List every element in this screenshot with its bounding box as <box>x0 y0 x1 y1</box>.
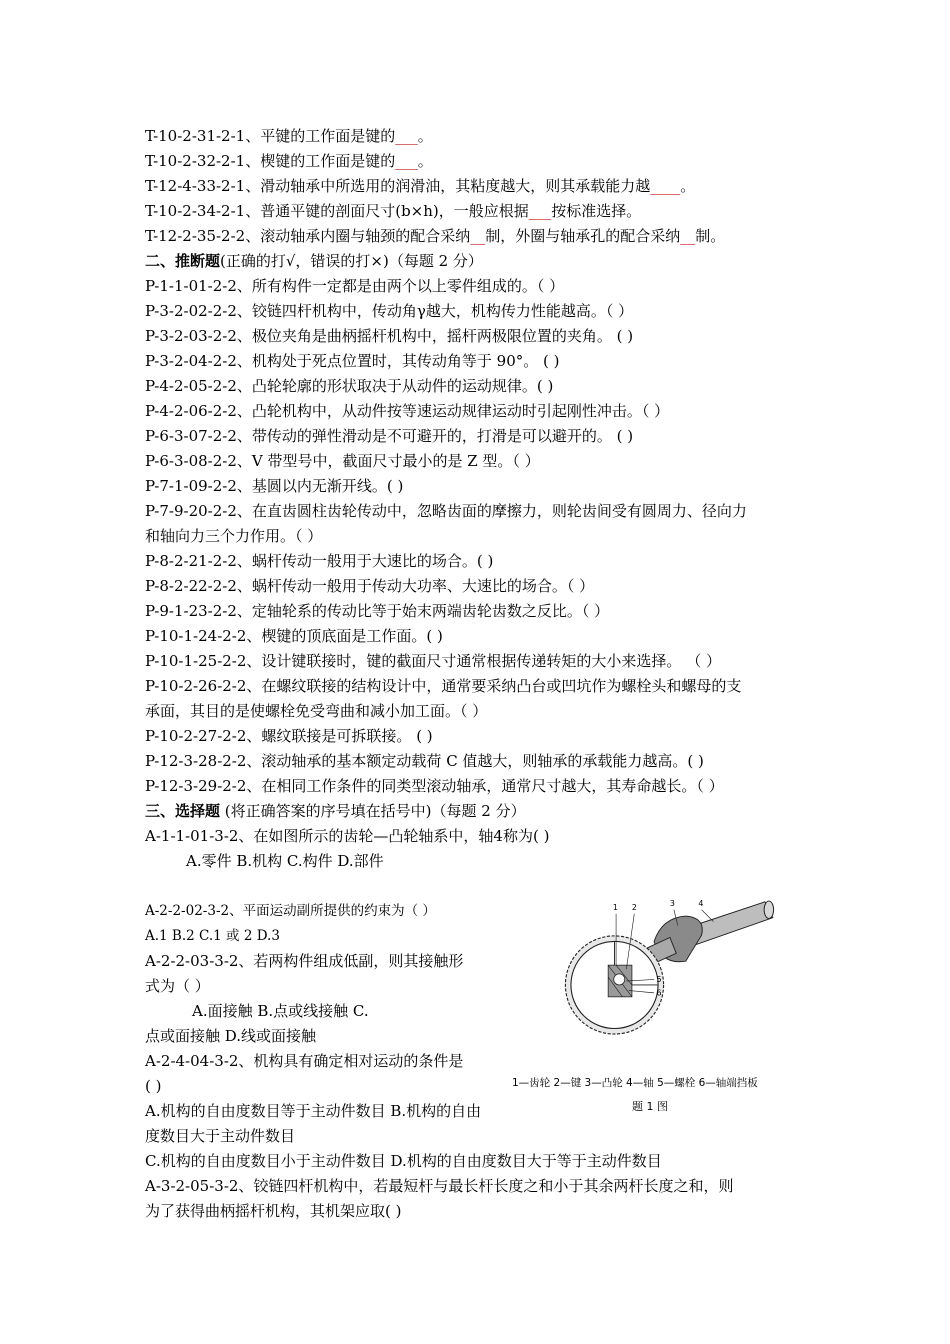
section-heading: 二、推断题(正确的打√，错误的打×)（每题 2 分） <box>145 252 483 270</box>
choice-options: C.机构的自由度数目小于主动件数目 D.机构的自由度数目大于等于主动件数目 <box>145 1152 662 1170</box>
fill-question: T-10-2-34-2-1、普通平键的剖面尺寸(b×h)，一般应根据___按标准选择。 <box>145 202 642 220</box>
section-heading: 三、选择题 (将正确答案的序号填在括号中)（每题 2 分） <box>145 802 526 820</box>
choice-question-cont: 式为（ ） <box>145 977 210 995</box>
choice-options-cont: 点或面接触 D.线或面接触 <box>145 1027 317 1045</box>
figure-label: 6 <box>656 988 662 998</box>
judge-question: P-3-2-03-2-2、极位夹角是曲柄摇杆机构中，摇杆两极限位置的夹角。 ( ) <box>145 327 634 345</box>
judge-question: P-3-2-04-2-2、机构处于死点位置时，其传动角等于 90°。 ( ) <box>145 352 560 370</box>
choice-options: A.零件 B.机构 C.构件 D.部件 <box>186 852 384 870</box>
judge-question: P-10-1-24-2-2、楔键的顶底面是工作面。( ) <box>145 627 443 645</box>
judge-question: P-9-1-23-2-2、定轴轮系的传动比等于始末两端齿轮齿数之反比。（ ） <box>145 602 610 620</box>
judge-question: P-7-9-20-2-2、在直齿圆柱齿轮传动中，忽略齿面的摩擦力，则轮齿间受有圆周力、径向力 <box>145 502 747 520</box>
fill-question: T-12-2-35-2-2、滚动轴承内圈与轴颈的配合采纳__制，外圈与轴承孔的配合采纳__制。 <box>145 227 726 245</box>
judge-question: P-3-2-02-2-2、铰链四杆机构中，传动角γ越大，机构传力性能越高。（ ） <box>145 302 634 320</box>
judge-question: P-8-2-21-2-2、蜗杆传动一般用于大速比的场合。( ) <box>145 552 494 570</box>
judge-question: P-4-2-05-2-2、凸轮轮廓的形状取决于从动件的运动规律。( ) <box>145 377 554 395</box>
choice-question: A-2-2-03-3-2、若两构件组成低副，则其接触形 <box>145 952 464 970</box>
fill-question: T-10-2-31-2-1、平键的工作面是键的___。 <box>145 127 433 145</box>
judge-question-cont: 和轴向力三个力作用。（ ） <box>145 527 323 545</box>
figure-caption: 1—齿轮 2—键 3—凸轮 4—轴 5—螺栓 6—轴端挡板 <box>512 1077 758 1089</box>
figure-label: 5 <box>656 974 662 984</box>
gear-cam-shaft-figure <box>512 886 812 1076</box>
fill-question: T-10-2-32-2-1、楔键的工作面是键的___。 <box>145 152 433 170</box>
figure-label: 4 <box>698 898 704 908</box>
figure-label: 1 <box>612 902 618 912</box>
fill-question: T-12-4-33-2-1、滑动轴承中所选用的润滑油，其粘度越大，则其承载能力越____。 <box>145 177 696 195</box>
judge-question: P-7-1-09-2-2、基圆以内无渐开线。( ) <box>145 477 404 495</box>
choice-options: A.面接触 B.点或线接触 C. <box>192 1002 369 1020</box>
judge-question: P-10-1-25-2-2、设计键联接时，键的截面尺寸通常根据传递转矩的大小来选择。 （ ） <box>145 652 721 670</box>
choice-question: A-3-2-05-3-2、铰链四杆机构中，若最短杆与最长杆长度之和小于其余两杆长度之和，则 <box>145 1177 734 1195</box>
choice-question: A-2-4-04-3-2、机构具有确定相对运动的条件是 <box>145 1052 464 1070</box>
choice-options: A.机构的自由度数目等于主动件数目 B.机构的自由 <box>145 1102 482 1120</box>
judge-question: P-12-3-29-2-2、在相同工作条件的同类型滚动轴承，通常尺寸越大，其寿命越长。（ ） <box>145 777 724 795</box>
judge-question: P-1-1-01-2-2、所有构件一定都是由两个以上零件组成的。（ ） <box>145 277 565 295</box>
figure-label: 3 <box>669 898 675 908</box>
judge-question: P-8-2-22-2-2、蜗杆传动一般用于传动大功率、大速比的场合。（ ） <box>145 577 595 595</box>
choice-options: A.1 B.2 C.1 或 2 D.3 <box>145 928 280 944</box>
choice-question-cont: 为了获得曲柄摇杆机构，其机架应取( ) <box>145 1202 402 1220</box>
judge-question: P-10-2-26-2-2、在螺纹联接的结构设计中，通常要采纳凸台或凹坑作为螺栓头和螺母的支 <box>145 677 742 695</box>
judge-question: P-4-2-06-2-2、凸轮机构中，从动件按等速运动规律运动时引起刚性冲击。（ ） <box>145 402 670 420</box>
choice-question: A-1-1-01-3-2、在如图所示的齿轮—凸轮轴系中，轴4称为( ) <box>145 827 550 845</box>
choice-question-cont: ( ) <box>145 1077 162 1095</box>
judge-question: P-10-2-27-2-2、螺纹联接是可拆联接。 ( ) <box>145 727 433 745</box>
figure-title: 题 1 图 <box>632 1100 668 1113</box>
judge-question: P-6-3-07-2-2、带传动的弹性滑动是不可避开的，打滑是可以避开的。 ( ) <box>145 427 634 445</box>
figure-label: 2 <box>631 902 637 912</box>
judge-question: P-6-3-08-2-2、V 带型号中，截面尺寸最小的是 Z 型。（ ） <box>145 452 540 470</box>
judge-question-cont: 承面，其目的是使螺栓免受弯曲和减小加工面。（ ） <box>145 702 488 720</box>
choice-question: A-2-2-02-3-2、平面运动副所提供的约束为（ ） <box>145 903 436 919</box>
judge-question: P-12-3-28-2-2、滚动轴承的基本额定动载荷 C 值越大，则轴承的承载能力越高。( ) <box>145 752 704 770</box>
choice-options-cont: 度数目大于主动件数目 <box>145 1127 296 1145</box>
